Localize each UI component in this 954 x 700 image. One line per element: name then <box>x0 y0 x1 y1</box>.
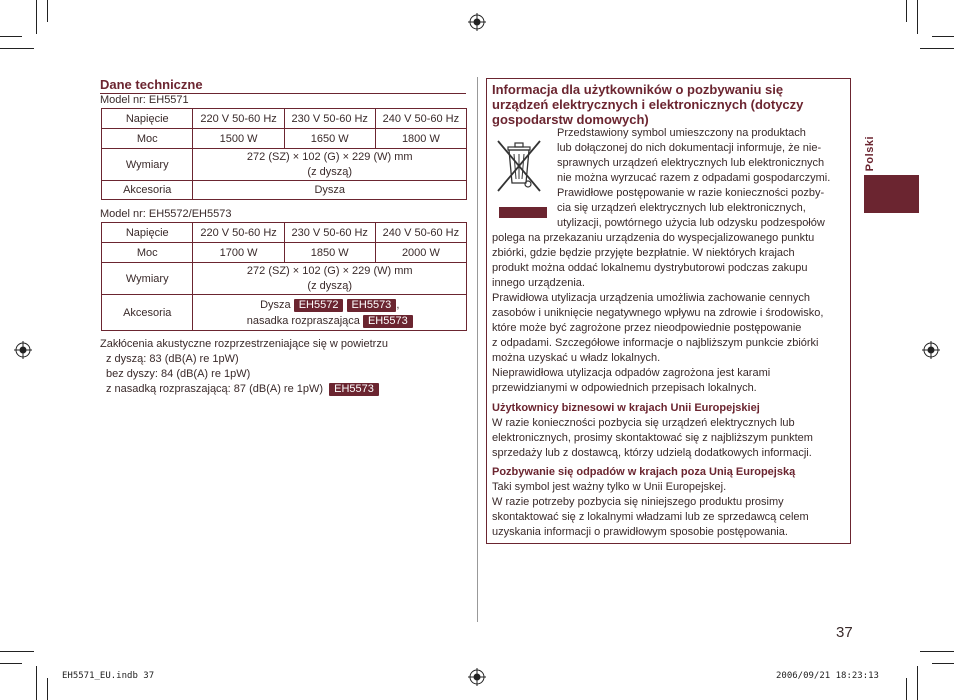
text-line: Nieprawidłowa utylizacja odpadów zagrożona jest karami <box>492 367 771 379</box>
row-label-moc: Moc <box>102 243 193 263</box>
section-title-tech-data: Dane techniczne <box>100 77 466 94</box>
model-tag-eh5573: EH5573 <box>347 299 397 312</box>
crop-mark <box>36 666 37 700</box>
text-line: utylizacji, powtórnego użycia lub odzysku podzespołów <box>557 217 825 229</box>
crop-mark <box>47 678 48 700</box>
crop-mark <box>36 0 37 34</box>
dimensions-note: (z dyszą) <box>307 279 353 292</box>
row-label-akcesoria: Akcesoria <box>102 295 193 331</box>
registration-mark-icon <box>468 13 486 31</box>
bin-underline-bar <box>499 207 547 218</box>
text-line: polega na przekazaniu urządzenia do wyspecjalizowanego punktu <box>492 232 815 244</box>
crop-mark <box>906 678 907 700</box>
text-line: sprawnych urządzeń elektrycznych lub elektronicznych <box>557 157 825 169</box>
model-number-1: Model nr: EH5571 <box>100 94 189 106</box>
text-line: zasobów i uniknięcie negatywnego wpływu na zdrowie i środowisko, <box>492 307 824 319</box>
cell-voltage: 220 V 50-60 Hz <box>193 109 284 129</box>
noise-title: Zakłócenia akustyczne rozprzestrzeniające się w powietrzu <box>100 338 388 350</box>
text-line: nie można wyrzucać razem z odpadami gospodarczymi. <box>557 172 831 184</box>
text-line: skontaktować się z lokalnymi władzami lub ze sprzedawcą celem <box>492 511 809 523</box>
crop-mark <box>932 36 954 37</box>
text-line: przewidzianymi w odpowiednich przepisach lokalnych. <box>492 382 757 394</box>
registration-mark-icon <box>922 341 940 359</box>
dimensions-value: 272 (SZ) × 102 (G) × 229 (W) mm <box>246 150 413 163</box>
text-line: lub dołączonej do nich dokumentacji informuje, że nie- <box>557 142 822 154</box>
business-users-section <box>492 401 813 461</box>
crossed-out-wheelie-bin-icon <box>494 137 544 197</box>
row-label-akcesoria: Akcesoria <box>102 181 193 200</box>
row-label-wymiary: Wymiary <box>102 263 193 295</box>
cell-voltage: 240 V 50-60 Hz <box>375 109 466 129</box>
text-line: uzyskania informacji o prawidłowym sposobie postępowania. <box>492 526 788 538</box>
crop-mark <box>917 666 918 700</box>
crop-mark <box>0 663 22 664</box>
footer-timestamp: 2006/09/21 18:23:13 <box>776 671 879 681</box>
text-line: W razie potrzeby pozbycia się niniejszego produktu prosimy <box>492 496 784 508</box>
language-label: Polski <box>864 136 876 172</box>
text-line: zbiórki, gdzie będzie przyjęte bezpłatnie. W niektórych krajach <box>492 247 795 259</box>
disposal-info-title: Informacja dla użytkowników o pozbywaniu się urządzeń elektrycznych i elektronicznych (dotyczy gospodarstw domowych) <box>492 82 804 127</box>
model-tag-eh5573: EH5573 <box>329 383 379 396</box>
text-line: Przedstawiony symbol umieszczony na produktach <box>557 127 806 139</box>
crop-mark <box>0 36 22 37</box>
model-tag-eh5573: EH5573 <box>363 315 413 328</box>
noise-line: bez dyszy: 84 (dB(A) re 1pW) <box>106 368 251 380</box>
page-number: 37 <box>836 624 853 641</box>
registration-mark-icon <box>468 668 486 686</box>
disposal-info-box <box>486 78 851 544</box>
cell-power: 1850 W <box>284 243 375 263</box>
cell-dimensions <box>193 263 467 295</box>
accessory-nasadka: nasadka rozpraszająca <box>246 314 360 327</box>
cell-voltage: 220 V 50-60 Hz <box>193 223 284 243</box>
row-label-moc: Moc <box>102 129 193 149</box>
text-line: W razie konieczności pozbycia się urządzeń elektrycznych lub <box>492 417 795 429</box>
text-line: Prawidłowa utylizacja urządzenia umożliwia zachowanie cennych <box>492 292 810 304</box>
accessory-dysza: Dysza <box>260 298 291 311</box>
row-label-napiecie: Napięcie <box>102 109 193 129</box>
cell-accessories <box>193 295 467 331</box>
noise-line-text: z nasadką rozpraszającą: 87 (dB(A) re 1pW) <box>106 383 324 395</box>
text-line: elektronicznych, prosimy skontaktować się z najbliższym punktem <box>492 432 813 444</box>
model-number-2: Model nr: EH5572/EH5573 <box>100 208 232 220</box>
noise-line <box>100 382 388 397</box>
footer-file-info: EH5571_EU.indb 37 <box>62 671 155 681</box>
column-divider <box>477 77 478 622</box>
dimensions-value: 272 (SZ) × 102 (G) × 229 (W) mm <box>246 264 413 277</box>
registration-mark-icon <box>14 341 32 359</box>
text-line: cia się urządzeń elektrycznych lub elektronicznych, <box>557 202 806 214</box>
crop-mark <box>906 0 907 22</box>
text-line: produkt można oddać lokalnemu dystrybutorowi podczas zakupu <box>492 262 808 274</box>
text-line: sprzedaży lub z dostawcą, którzy udzielą dodatkowych informacji. <box>492 447 812 459</box>
cell-dimensions <box>193 149 467 181</box>
dimensions-note: (z dyszą) <box>307 165 353 178</box>
text-line: które może być zagrożone przez nieodpowiednie postępowanie <box>492 322 802 334</box>
crop-mark <box>920 48 954 49</box>
spec-table-2 <box>101 222 467 331</box>
crop-mark <box>917 0 918 34</box>
crop-mark <box>932 663 954 664</box>
text-line: Prawidłowe postępowanie w razie konieczności pozby- <box>557 187 825 199</box>
spec-table-1 <box>101 108 467 200</box>
text-line: Taki symbol jest ważny tylko w Unii Europejskej. <box>492 481 727 493</box>
cell-power: 1800 W <box>375 129 466 149</box>
outside-eu-title: Pozbywanie się odpadów w krajach poza Unią Europejską <box>492 466 796 478</box>
cell-power: 1500 W <box>193 129 284 149</box>
crop-mark <box>920 651 954 652</box>
cell-power: 1700 W <box>193 243 284 263</box>
cell-power: 2000 W <box>375 243 466 263</box>
cell-voltage: 240 V 50-60 Hz <box>375 223 466 243</box>
cell-power: 1650 W <box>284 129 375 149</box>
text-line: innego urządzenia. <box>492 277 585 289</box>
disposal-main-paragraph <box>492 231 823 396</box>
comma: , <box>396 298 400 311</box>
text-line: można uzyskać u władz lokalnych. <box>492 352 661 364</box>
outside-eu-section <box>492 465 809 540</box>
disposal-intro-paragraph <box>557 126 830 231</box>
row-label-napiecie: Napięcie <box>102 223 193 243</box>
language-tab-marker <box>864 175 919 213</box>
acoustic-noise-block <box>100 337 388 397</box>
crop-mark <box>0 48 34 49</box>
cell-voltage: 230 V 50-60 Hz <box>284 109 375 129</box>
crop-mark <box>0 651 34 652</box>
noise-line: z dyszą: 83 (dB(A) re 1pW) <box>106 353 239 365</box>
cell-voltage: 230 V 50-60 Hz <box>284 223 375 243</box>
cell-accessories: Dysza <box>193 181 467 200</box>
text-line: z odpadami. Szczegółowe informacje o najbliższym punkcie zbiórki <box>492 337 819 349</box>
crop-mark <box>47 0 48 22</box>
row-label-wymiary: Wymiary <box>102 149 193 181</box>
model-tag-eh5572: EH5572 <box>294 299 344 312</box>
business-users-title: Użytkownicy biznesowi w krajach Unii Europejskiej <box>492 402 760 414</box>
